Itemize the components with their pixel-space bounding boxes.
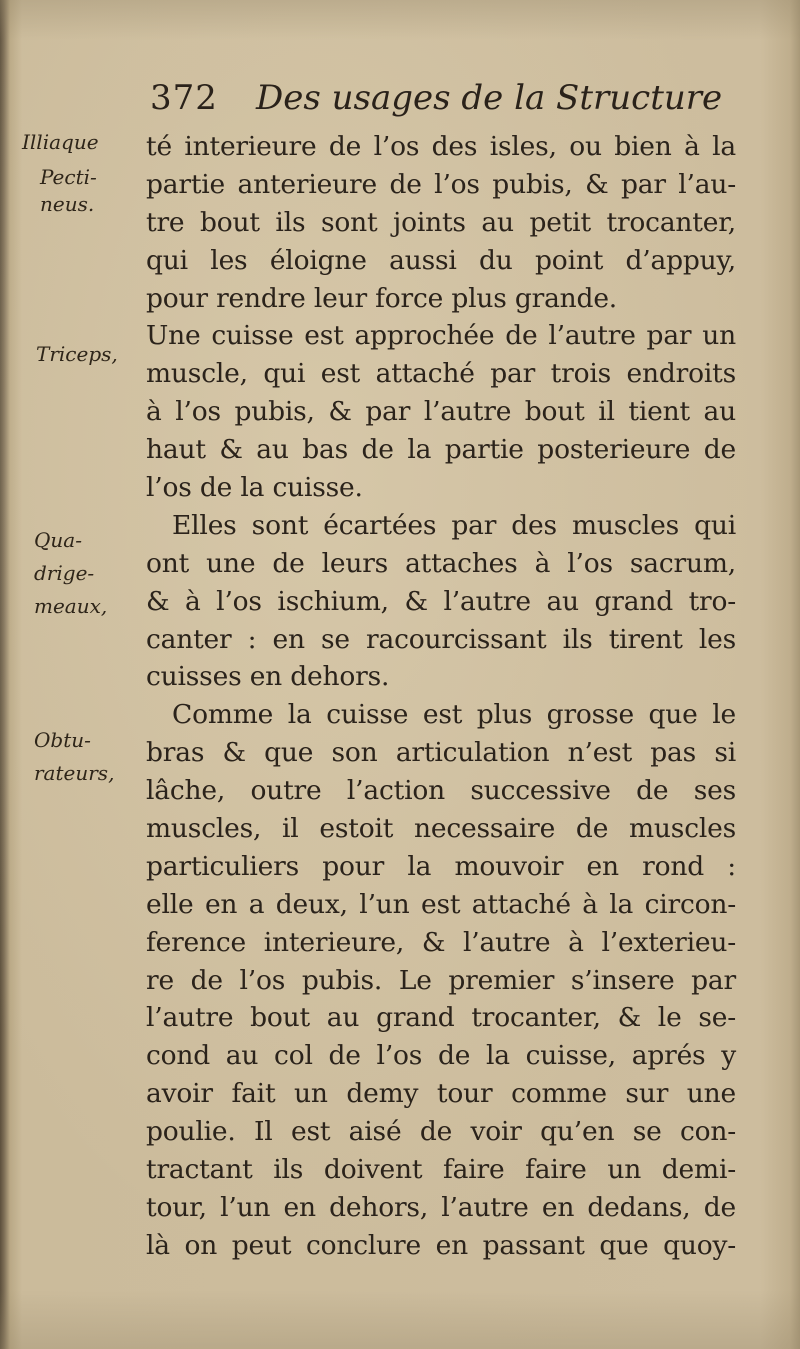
- text-line: qui les éloigne aussi du point d’appuy,: [146, 244, 736, 276]
- text-line: tractant ils doivent faire faire un demi-: [146, 1154, 736, 1186]
- text-line: muscle, qui est attaché par trois endroits: [146, 358, 736, 390]
- text-line: Comme la cuisse est plus grosse que le: [172, 699, 736, 731]
- margin-note-line: Illiaque: [22, 130, 99, 154]
- body-text: [146, 128, 736, 1265]
- text-line: re de l’os pubis. Le premier s’insere par: [146, 964, 736, 996]
- text-line: tre bout ils sont joints au petit trocanter,: [146, 206, 736, 238]
- text-line: haut & au bas de la partie posterieure de: [146, 434, 736, 466]
- margin-note-triceps: [36, 340, 151, 369]
- margin-note-quadrigemeaux: [34, 524, 149, 623]
- margin-note-line: rateurs,: [34, 761, 115, 785]
- margin-note-illiaque: [22, 128, 137, 157]
- text-line: poulie. Il est aisé de voir qu’en se con-: [146, 1116, 736, 1148]
- text-line: pour rendre leur force plus grande.: [146, 282, 618, 314]
- text-line: bras & que son articulation n’est pas si: [146, 737, 736, 769]
- text-line: là on peut conclure en passant que quoy-: [146, 1229, 736, 1261]
- margin-note-line: Triceps,: [36, 342, 118, 366]
- text-line: muscles, il estoit necessaire de muscles: [146, 813, 736, 845]
- margin-note-line: Pecti-: [40, 165, 97, 189]
- text-line: cond au col de l’os de la cuisse, aprés y: [146, 1040, 736, 1072]
- text-line: partie anterieure de l’os pubis, & par l’au-: [146, 168, 736, 200]
- page-shadow-top: [0, 0, 800, 40]
- page-shadow-bottom: [0, 1290, 800, 1349]
- text-line: l’autre bout au grand trocanter, & le se-: [146, 1002, 736, 1034]
- page-header: [150, 74, 723, 124]
- text-line: & à l’os ischium, & l’autre au grand tro-: [146, 585, 736, 617]
- text-line: Elles sont écartées par des muscles qui: [172, 509, 736, 541]
- margin-note-line: meaux,: [34, 594, 108, 618]
- margin-note-pectineus: [40, 164, 155, 218]
- text-line: té interieure de l’os des isles, ou bien à la: [146, 131, 736, 162]
- text-line: lâche, outre l’action successive de ses: [146, 775, 736, 807]
- text-line: Une cuisse est approchée de l’autre par un: [146, 320, 736, 352]
- margin-note-line: Obtu-: [34, 728, 91, 752]
- page-number: 372: [150, 78, 218, 118]
- text-line: elle en a deux, l’un est attaché à la circon-: [146, 888, 736, 920]
- running-title: Des usages de la Structure: [256, 78, 723, 118]
- margin-note-line: drige-: [34, 561, 95, 585]
- text-line: avoir fait un demy tour comme sur une: [146, 1078, 736, 1110]
- text-line: canter : en se racourcissant ils tirent les: [146, 623, 736, 655]
- margin-note-obturateurs: [34, 724, 149, 790]
- margin-note-line: Qua-: [34, 528, 82, 552]
- margin-note-line: neus.: [40, 192, 95, 216]
- text-line: ont une de leurs attaches à l’os sacrum,: [146, 547, 736, 579]
- text-line: à l’os pubis, & par l’autre bout il tient au: [146, 396, 736, 428]
- text-line: particuliers pour la mouvoir en rond :: [146, 850, 736, 882]
- text-line: cuisses en dehors.: [146, 661, 390, 693]
- text-line: tour, l’un en dehors, l’autre en dedans, de: [146, 1191, 736, 1223]
- text-line: l’os de la cuisse.: [146, 472, 363, 504]
- text-line: ference interieure, & l’autre à l’exterieu-: [146, 926, 736, 958]
